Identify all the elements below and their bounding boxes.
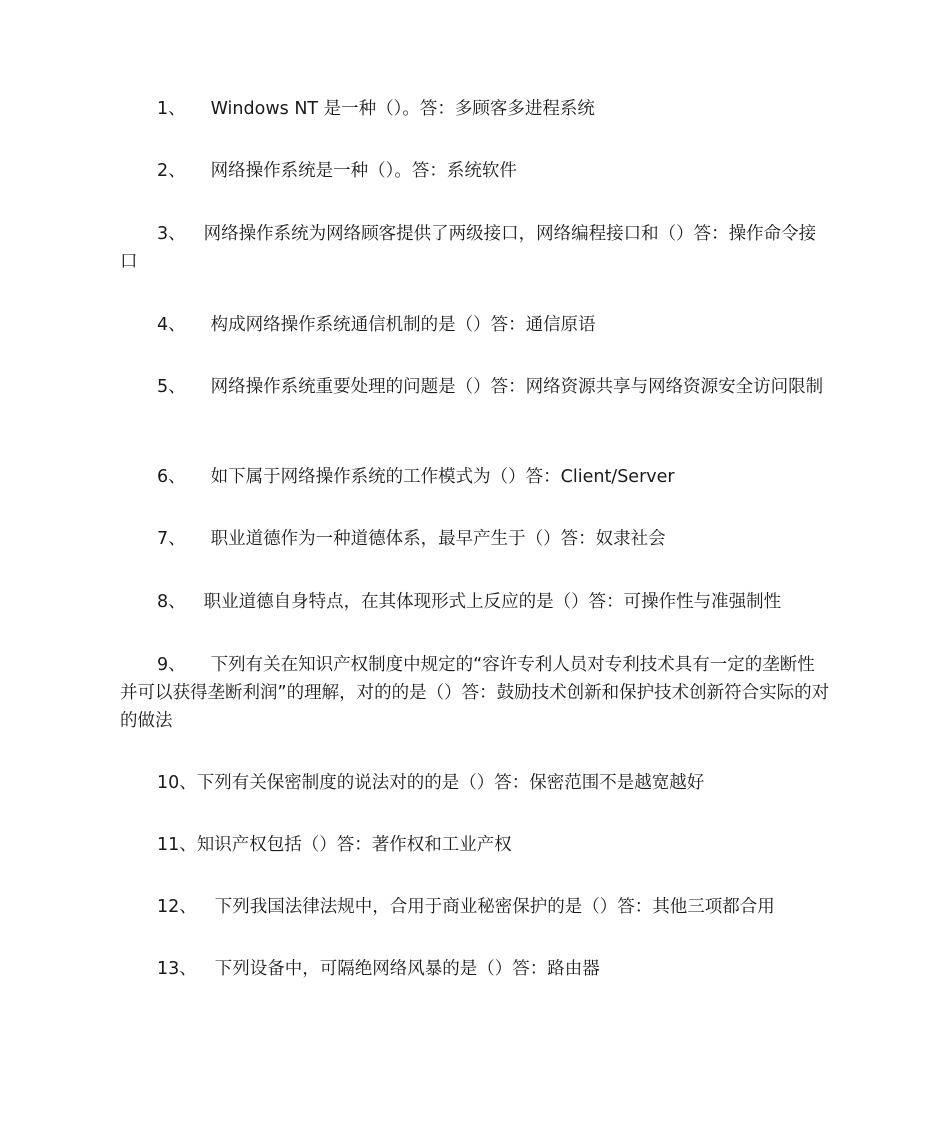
question-number: 2、 bbox=[157, 161, 186, 181]
question-text: 下列设备中，可隔绝网络风暴的是（）答：路由器 bbox=[214, 959, 600, 979]
question-item-13 bbox=[120, 955, 832, 983]
question-number: 8、 bbox=[157, 592, 186, 612]
question-text: 构成网络操作系统通信机制的是（）答：通信原语 bbox=[210, 315, 596, 335]
question-number: 4、 bbox=[157, 315, 186, 335]
question-number: 1、 bbox=[157, 99, 186, 119]
question-item-4 bbox=[120, 311, 832, 339]
question-number: 11、 bbox=[157, 835, 197, 855]
question-number: 10、 bbox=[157, 773, 197, 793]
question-text: 职业道德自身特点，在其体现形式上反应的是（）答：可操作性与准强制性 bbox=[203, 592, 782, 612]
question-text: 职业道德作为一种道德体系，最早产生于（）答：奴隶社会 bbox=[210, 529, 666, 549]
question-text: 网络操作系统为网络顾客提供了两级接口，网络编程接口和（）答：操作命令接口 bbox=[120, 224, 817, 272]
question-number: 3、 bbox=[157, 224, 186, 244]
question-item-10 bbox=[120, 769, 832, 797]
question-text: 下列有关在知识产权制度中规定的“容许专利人员对专利技术具有一定的垄断性并可以获得垄断利润”的理解，对的的是（）答：鼓励技术创新和保护技术创新符合实际的对的做法 bbox=[120, 655, 830, 731]
question-item-1 bbox=[120, 95, 832, 123]
question-item-5 bbox=[120, 373, 832, 401]
question-text: 下列有关保密制度的说法对的的是（）答：保密范围不是越宽越好 bbox=[196, 773, 705, 793]
question-item-9 bbox=[120, 651, 832, 735]
question-text: 知识产权包括（）答：著作权和工业产权 bbox=[196, 835, 512, 855]
question-item-3 bbox=[120, 220, 832, 276]
question-text: 下列我国法律法规中，合用于商业秘密保护的是（）答：其他三项都合用 bbox=[214, 897, 775, 917]
question-item-12 bbox=[120, 893, 832, 921]
question-number: 9、 bbox=[157, 655, 186, 675]
question-text: 如下属于网络操作系统的工作模式为（）答：Client/Server bbox=[210, 467, 675, 487]
question-item-7 bbox=[120, 525, 832, 553]
question-text: Windows NT 是一种（）。答：多顾客多进程系统 bbox=[210, 99, 595, 119]
question-number: 7、 bbox=[157, 529, 186, 549]
question-number: 12、 bbox=[157, 897, 197, 917]
question-number: 5、 bbox=[157, 377, 186, 397]
question-text: 网络操作系统是一种（）。答：系统软件 bbox=[210, 161, 517, 181]
question-text: 网络操作系统重要处理的问题是（）答：网络资源共享与网络资源安全访问限制 bbox=[210, 377, 824, 397]
question-number: 6、 bbox=[157, 467, 186, 487]
question-item-8 bbox=[120, 588, 832, 616]
question-item-11 bbox=[120, 831, 832, 859]
question-item-6 bbox=[120, 463, 832, 491]
question-item-2 bbox=[120, 157, 832, 185]
question-number: 13、 bbox=[157, 959, 197, 979]
